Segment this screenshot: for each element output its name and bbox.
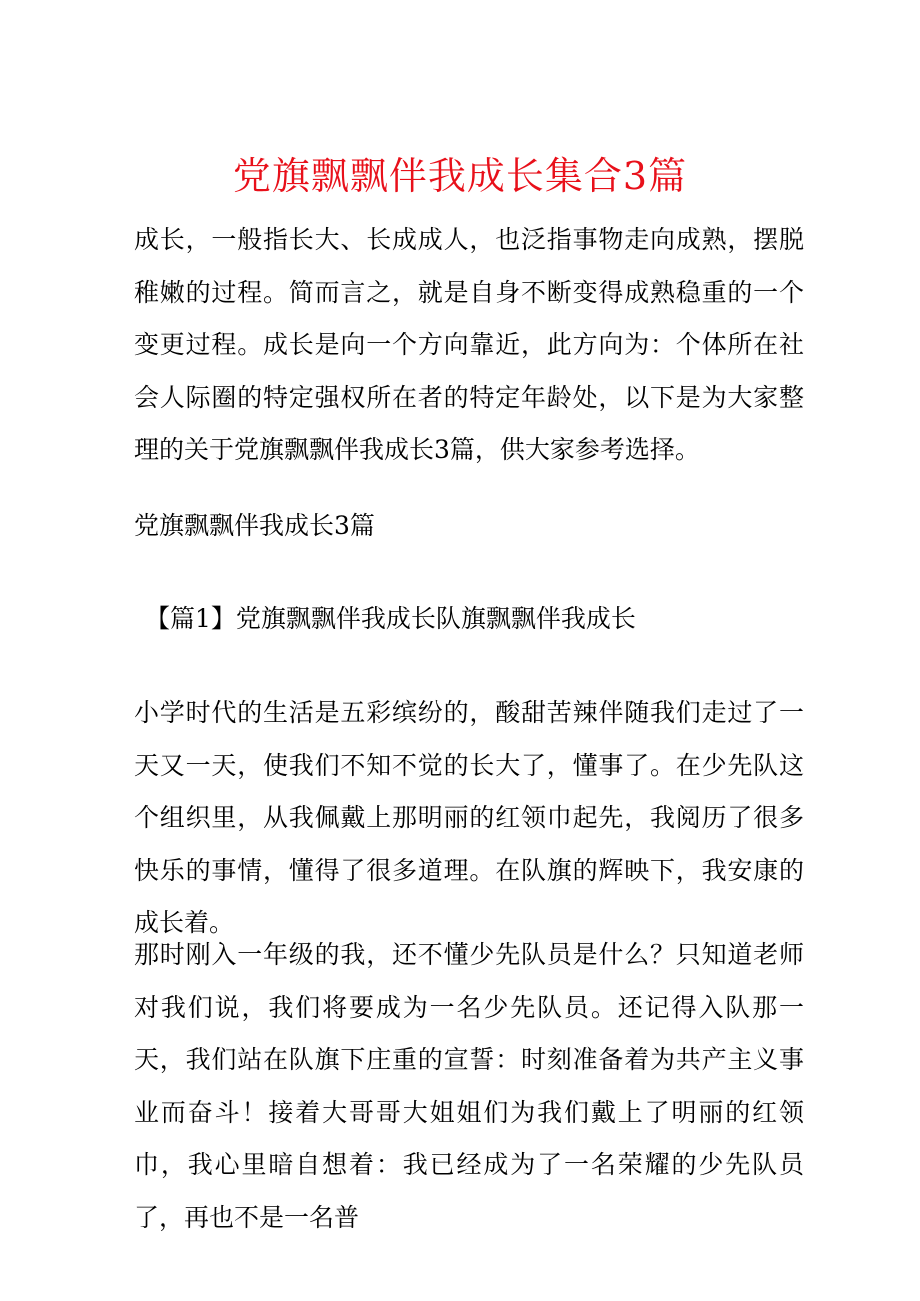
subtitle: 党旗飘飘伴我成长3篇 — [134, 511, 375, 540]
section-heading: 【篇1】党旗飘飘伴我成长队旗飘飘伴我成长 — [145, 604, 636, 633]
document-title: 党旗飘飘伴我成长集合3篇 — [232, 154, 688, 198]
intro-paragraph: 成长，一般指长大、长成成人，也泛指事物走向成熟，摆脱稚嫩的过程。简而言之，就是自身不断变得成熟稳重的一个变更过程。成长是向一个方向靠近，此方向为：个体所在社会人际圈的特定强权所在者的特定年龄处，以下是为大家整理的关于党旗飘飘伴我成长3篇，供大家参考选择。 — [134, 225, 804, 464]
body-paragraph-2: 那时刚入一年级的我，还不懂少先队员是什么？只知道老师对我们说，我们将要成为一名少先队员。还记得入队那一天，我们站在队旗下庄重的宣誓：时刻准备着为共产主义事业而奋斗！接着大哥哥大姐姐们为我们戴上了明丽的红领巾，我心里暗自想着：我已经成为了一名荣耀的少先队员了，再也不是一名普 — [134, 940, 804, 1232]
body-paragraph-1: 小学时代的生活是五彩缤纷的，酸甜苦辣伴随我们走过了一天又一天，使我们不知不觉的长大了，懂事了。在少先队这个组织里，从我佩戴上那明丽的红领巾起先，我阅历了很多快乐的事情，懂得了很多道理。在队旗的辉映下，我安康的成长着。 — [134, 698, 804, 937]
